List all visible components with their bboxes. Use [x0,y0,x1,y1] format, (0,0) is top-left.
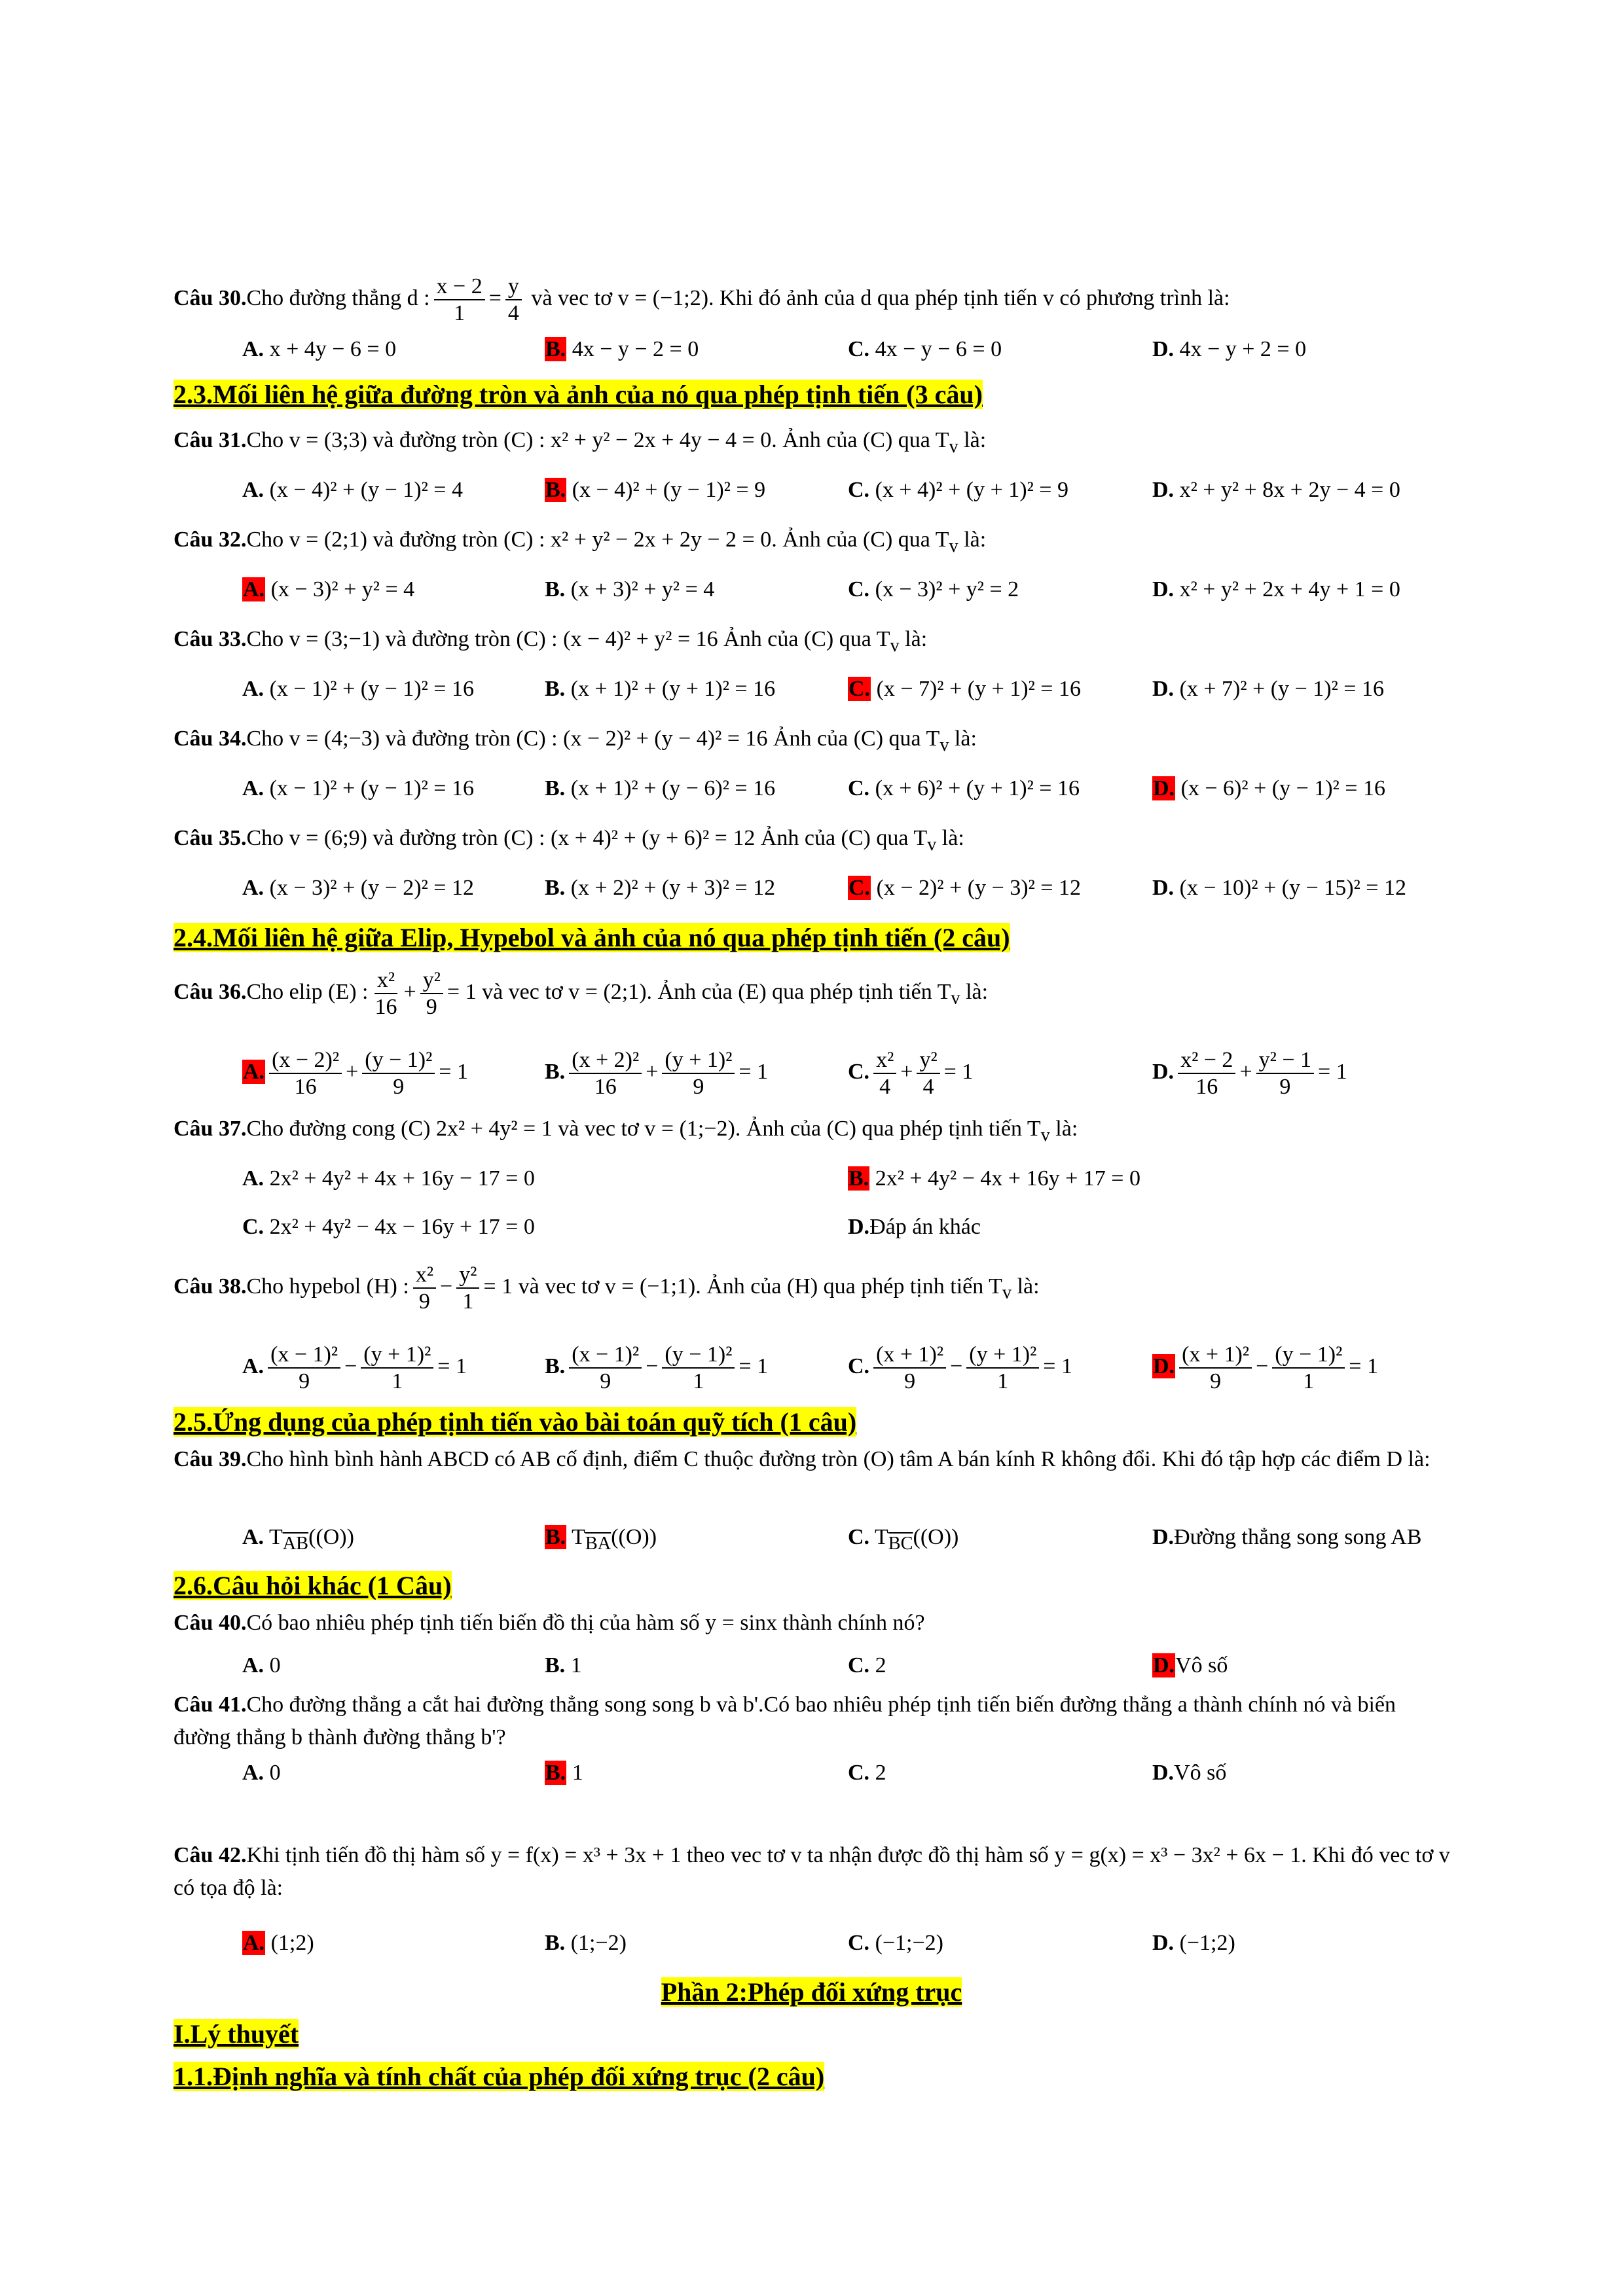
question-41: Câu 41.Cho đường thẳng a cắt hai đường thẳng song song b và b'.Có bao nhiêu phép tịnh tiến biến đường thẳng a thành chính nó và biến đường thẳng b thành đường thẳng b'? [173,1693,1396,1749]
section-heading-2-4: 2.4.Mối liên hệ giữa Elip, Hypebol và ảnh của nó qua phép tịnh tiến (2 câu) [173,923,1010,952]
option-a[interactable]: A. 0 [242,1653,281,1677]
option-d[interactable]: D.Vô số [1152,1761,1227,1785]
option-a[interactable]: A. 0 [242,1761,281,1785]
option-c[interactable]: C. $T_{\overline{BC}}((O))$ [848,1525,959,1554]
option-b[interactable]: B. (x − 4)² + (y − 1)² = 9 [545,478,766,502]
option-d[interactable]: D. x² + y² + 8x + 2y − 4 = 0 [1152,478,1400,502]
section-heading-2-6: 2.6.Câu hỏi khác (1 Câu) [173,1571,452,1600]
option-a[interactable]: A. (x − 1)² + (y − 1)² = 16 [242,776,474,800]
option-c[interactable]: C. (x + 4)² + (y + 1)² = 9 [848,478,1068,502]
option-a[interactable]: A. (x − 1)² + (y − 1)² = 16 [242,677,474,701]
question-42: Câu 42.Khi tịnh tiến đồ thị hàm số y = f(x) = x³ + 3x + 1 theo vec tơ v ta nhận được đồ thị hàm số y = g(x) = x³ − 3x² + 6x − 1. Khi đó vec tơ v có tọa độ là: [173,1843,1450,1900]
option-d[interactable]: D.Đáp án khác [848,1215,981,1239]
section-heading-2-5: 2.5.Ứng dụng của phép tịnh tiến vào bài toán quỹ tích (1 câu) [173,1407,857,1437]
question-32: Câu 32.Cho v = (2;1) và đường tròn (C) : x² + y² − 2x + 2y − 2 = 0. Ảnh của (C) qua $T_v$ là: [173,528,987,556]
option-b[interactable]: B. 2x² + 4y² − 4x + 16y + 17 = 0 [848,1166,1140,1191]
option-c[interactable]: C. 4x − y − 6 = 0 [848,337,1002,361]
option-d[interactable]: D. 4x − y + 2 = 0 [1152,337,1307,361]
question-38: Câu 38.Cho hypebol (H) : $\frac{\text{x²}}{9}$ − $\frac{\text{y²}}{1}$ = 1 và vec tơ v = (−1;1). Ảnh của (H) qua phép tịnh tiến $T_v$ là: [173,1263,1040,1314]
option-b[interactable]: B. (x + 1)² + (y − 6)² = 16 [545,776,776,800]
option-b[interactable]: B. (x + 1)² + (y + 1)² = 16 [545,677,776,701]
option-c[interactable]: C. $\frac{\text{x²}}{4}$ + $\frac{\text{y²}}{4}$ = 1 [848,1048,974,1100]
option-b[interactable]: B. 1 [545,1761,583,1785]
option-c[interactable]: C. 2x² + 4y² − 4x − 16y + 17 = 0 [242,1215,535,1239]
option-a[interactable]: A. (x − 4)² + (y − 1)² = 4 [242,478,463,502]
option-b[interactable]: B. (x + 2)² + (y + 3)² = 12 [545,876,776,900]
option-c[interactable]: C. (x − 7)² + (y + 1)² = 16 [848,677,1081,701]
option-a[interactable]: A. (x − 3)² + y² = 4 [243,577,415,601]
question-37: Câu 37.Cho đường cong (C) 2x² + 4y² = 1 và vec tơ v = (1;−2). Ảnh của (C) qua phép tịnh tiến $T_v$ là: [173,1117,1078,1145]
option-b[interactable]: B. $\frac{\text{(x + 2)²}}{16}$ + $\frac{\text{(y + 1)²}}{9}$ = 1 [545,1048,769,1100]
option-c[interactable]: C. (−1;−2) [848,1931,944,1955]
option-b[interactable]: B. 1 [545,1653,582,1677]
section-heading-2-3: 2.3.Mối liên hệ giữa đường tròn và ảnh của nó qua phép tịnh tiến (3 câu) [173,380,983,409]
question-34: Câu 34.Cho v = (4;−3) và đường tròn (C) : (x − 2)² + (y − 4)² = 16 Ảnh của (C) qua $T_v$ là: [173,726,977,755]
option-c[interactable]: C. (x − 3)² + y² = 2 [848,577,1019,601]
option-a[interactable]: A. $\frac{\text{(x − 2)²}}{16}$ + $\frac{\text{(y − 1)²}}{9}$ = 1 [243,1048,468,1100]
option-c[interactable]: C. 2 [848,1761,886,1785]
option-a[interactable]: A. (1;2) [243,1931,314,1955]
option-a[interactable]: A. (x − 3)² + (y − 2)² = 12 [242,876,474,900]
question-35: Câu 35.Cho v = (6;9) và đường tròn (C) : (x + 4)² + (y + 6)² = 12 Ảnh của (C) qua $T_v$ là: [173,826,964,855]
question-30: Câu 30.Cho đường thẳng d : $\frac{x - 2}{1}$ = $\frac{y}{4}$ và vec tơ v = (−1;2). Khi đó ảnh của d qua phép tịnh tiến v có phương trình là: [173,274,1230,326]
question-36: Câu 36.Cho elip (E) : $\frac{\text{x²}}{16}$ + $\frac{\text{y²}}{9}$ = 1 và vec tơ v = (2;1). Ảnh của (E) qua phép tịnh tiến $T_v$ là: [173,968,989,1020]
question-40: Câu 40.Có bao nhiêu phép tịnh tiến biến đồ thị của hàm số y = sinx thành chính nó? [173,1611,925,1635]
option-a[interactable]: A. $T_{\overline{AB}}((O))$ [242,1525,354,1554]
option-d[interactable]: D. (x − 10)² + (y − 15)² = 12 [1152,876,1406,900]
option-c[interactable]: C. (x − 2)² + (y − 3)² = 12 [848,876,1081,900]
section-heading-1-1: 1.1.Định nghĩa và tính chất của phép đối xứng trục (2 câu) [173,2062,825,2091]
part-heading: Phần 2:Phép đối xứng trục [661,1977,962,2007]
option-c[interactable]: C. 2 [848,1653,886,1677]
question-33: Câu 33.Cho v = (3;−1) và đường tròn (C) : (x − 4)² + y² = 16 Ảnh của (C) qua $T_v$ là: [173,627,928,656]
option-d[interactable]: D. (x + 7)² + (y − 1)² = 16 [1152,677,1384,701]
option-c[interactable]: C. $\frac{\text{(x + 1)²}}{9}$ − $\frac{\text{(y + 1)²}}{1}$ = 1 [848,1342,1072,1394]
section-heading-I: I.Lý thuyết [173,2019,299,2049]
option-c[interactable]: C. (x + 6)² + (y + 1)² = 16 [848,776,1080,800]
option-d[interactable]: D. $\frac{\text{(x + 1)²}}{9}$ − $\frac{\text{(y − 1)²}}{1}$ = 1 [1153,1342,1378,1394]
option-b[interactable]: B. (x + 3)² + y² = 4 [545,577,715,601]
option-d[interactable]: D. (x − 6)² + (y − 1)² = 16 [1153,776,1385,800]
option-a[interactable]: A. x + 4y − 6 = 0 [242,337,397,361]
option-b[interactable]: B. 4x − y − 2 = 0 [545,337,699,361]
option-a[interactable]: A. $\frac{\text{(x − 1)²}}{9}$ − $\frac{\text{(y + 1)²}}{1}$ = 1 [242,1342,467,1394]
option-b[interactable]: B. $T_{\overline{BA}}((O))$ [545,1525,657,1554]
option-b[interactable]: B. (1;−2) [545,1931,627,1955]
option-a[interactable]: A. 2x² + 4y² + 4x + 16y − 17 = 0 [242,1166,535,1191]
option-d[interactable]: D. x² + y² + 2x + 4y + 1 = 0 [1152,577,1400,601]
option-d[interactable]: D.Đường thẳng song song AB [1152,1525,1422,1549]
option-d[interactable]: D. $\frac{\text{x² − 2}}{16}$ + $\frac{\text{y² − 1}}{9}$ = 1 [1152,1048,1347,1100]
question-39: Câu 39.Cho hình bình hành ABCD có AB cố định, điểm C thuộc đường tròn (O) tâm A bán kính R không đổi. Khi đó tập hợp các điểm D là: [173,1447,1431,1471]
option-b[interactable]: B. $\frac{\text{(x − 1)²}}{9}$ − $\frac{\text{(y − 1)²}}{1}$ = 1 [545,1342,769,1394]
option-d[interactable]: D.Vô số [1153,1653,1228,1677]
question-31: Câu 31.Cho v = (3;3) và đường tròn (C) : x² + y² − 2x + 4y − 4 = 0. Ảnh của (C) qua $T_v$ là: [173,428,987,457]
option-d[interactable]: D. (−1;2) [1152,1931,1235,1955]
